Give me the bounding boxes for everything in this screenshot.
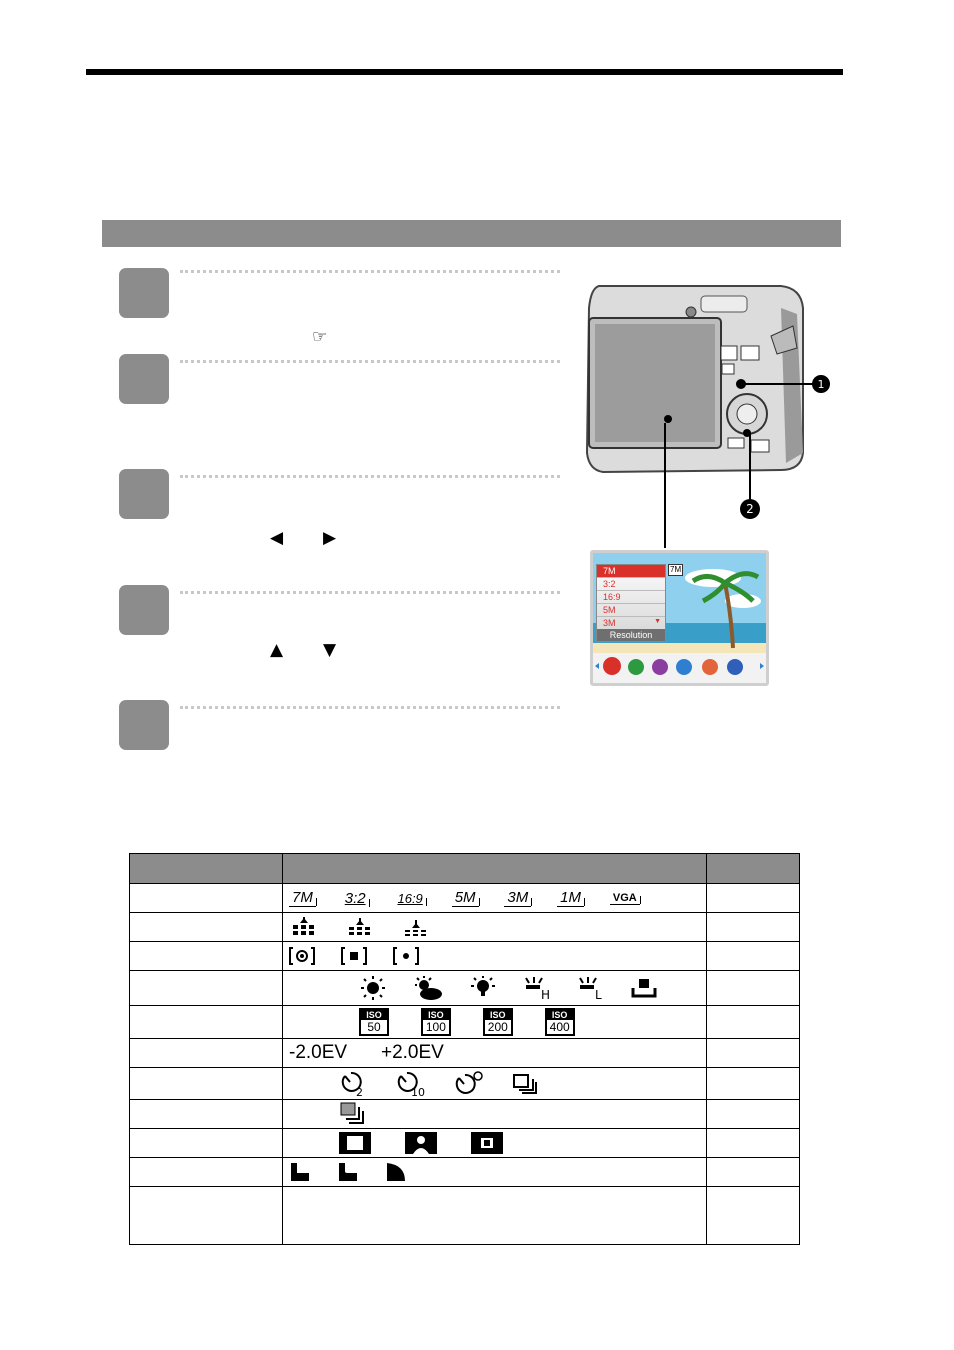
metering-spot-icon: [393, 946, 419, 966]
arrow-right-icon: ▶: [323, 528, 337, 548]
row-default: [707, 1129, 800, 1158]
step-3-divider: [180, 475, 560, 478]
row-label: [130, 913, 283, 942]
step-5-badge: [119, 700, 169, 750]
section-heading-bar: [102, 220, 841, 247]
icon-7m: 7M: [289, 889, 316, 907]
sharpness-options: [283, 1158, 707, 1187]
svg-text:L: L: [594, 988, 602, 1001]
step-2-badge: [119, 354, 169, 404]
af-face-icon: [405, 1132, 437, 1154]
table-row: [130, 1039, 800, 1068]
wb-daylight-icon: [359, 975, 387, 1001]
table-row: [130, 1100, 800, 1129]
table-row: [130, 1068, 800, 1100]
step-5-divider: [180, 706, 560, 709]
arrow-left-icon: ◀: [270, 528, 284, 548]
row-label: [130, 1187, 283, 1245]
metering-center-icon: [341, 946, 367, 966]
wb-custom-icon: [630, 975, 658, 1001]
row-label: [130, 1100, 283, 1129]
row-default: [707, 884, 800, 913]
row-default: [707, 913, 800, 942]
quality-options: [283, 913, 707, 942]
step-1-divider: [180, 270, 560, 273]
row-default: [707, 1068, 800, 1100]
menu-item[interactable]: 16:9: [597, 590, 665, 603]
arrow-down-icon: ▼: [323, 640, 337, 660]
row-label: [130, 1039, 283, 1068]
icon-3m: 3M: [504, 889, 531, 907]
table-row: [130, 1158, 800, 1187]
aeb-options: [283, 1100, 707, 1129]
menu-item[interactable]: 5M: [597, 603, 665, 616]
iso-200-icon: ISO 200: [483, 1008, 513, 1036]
row-label: [130, 1006, 283, 1039]
aeb-icon: [339, 1101, 367, 1127]
af-wide-icon: [339, 1132, 371, 1154]
table-row: [130, 1006, 800, 1039]
row-default: [707, 1158, 800, 1187]
callout-2-marker: 2: [740, 499, 760, 519]
iso-value: 50: [367, 1020, 381, 1034]
drive-mode-options: [283, 1068, 707, 1100]
exposure-range: [283, 1039, 707, 1068]
self-timer-10s-icon: [395, 1070, 427, 1098]
screen-leader-line: [664, 423, 666, 548]
table-row: [130, 971, 800, 1006]
wb-tungsten-icon: [469, 975, 497, 1001]
step-4-badge: [119, 585, 169, 635]
row-label: [130, 942, 283, 971]
row-default: [707, 1187, 800, 1245]
ev-max: +2.0EV: [380, 1042, 444, 1063]
step-1-badge: [119, 268, 169, 318]
row-options: [283, 1187, 707, 1245]
resolution-menu: [596, 564, 666, 642]
self-timer-2s-icon: [339, 1070, 369, 1098]
row-default: [707, 1039, 800, 1068]
metering-options: [283, 942, 707, 971]
sharpness-hard-icon: [289, 1161, 311, 1183]
quality-economy-icon: [401, 917, 431, 937]
header-rule: [86, 69, 843, 75]
row-label: [130, 971, 283, 1006]
icon-16-9: 16:9: [394, 891, 425, 906]
row-default: [707, 1006, 800, 1039]
resolution-options: [283, 884, 707, 913]
sharpness-soft-icon: [385, 1161, 407, 1183]
iso-100-icon: ISO 100: [421, 1008, 451, 1036]
icon-3-2: 3:2: [342, 890, 369, 907]
af-area-options: [283, 1129, 707, 1158]
wb-fluorescent-h-icon: [523, 975, 551, 1001]
step-3-badge: [119, 469, 169, 519]
iso-options: [283, 1006, 707, 1039]
quality-standard-icon: [345, 917, 375, 937]
sharpness-normal-icon: [337, 1161, 359, 1183]
row-label: [130, 884, 283, 913]
settings-table: [129, 853, 800, 1245]
wb-cloudy-icon: [413, 975, 443, 1001]
iso-value: 200: [487, 1020, 508, 1034]
self-timer-double-icon: [453, 1070, 485, 1098]
svg-text:H: H: [540, 988, 550, 1001]
iso-50-icon: ISO 50: [359, 1008, 389, 1036]
quality-fine-icon: [289, 917, 319, 937]
table-row: [130, 884, 800, 913]
metering-average-icon: [289, 946, 315, 966]
table-header-row: [130, 854, 800, 884]
af-center-icon: [471, 1132, 503, 1154]
icon-5m: 5M: [452, 889, 479, 907]
table-row: [130, 1129, 800, 1158]
menu-footer-label: Resolution: [597, 629, 665, 641]
step-4-divider: [180, 591, 560, 594]
table-row: [130, 913, 800, 942]
row-label: [130, 1068, 283, 1100]
row-label: [130, 1129, 283, 1158]
camera-back-illustration: [581, 278, 836, 511]
reference-pointer-icon: ☞: [312, 327, 328, 347]
icon-1m: 1M: [557, 889, 584, 907]
table-row: [130, 1187, 800, 1245]
wb-fluorescent-l-icon: [577, 975, 605, 1001]
resolution-badge: 7M: [670, 565, 682, 574]
iso-value: 400: [549, 1020, 570, 1034]
callout-1-label: 1: [817, 378, 825, 391]
menu-item-selected[interactable]: 7M: [597, 565, 665, 577]
header-cell: [130, 854, 283, 884]
row-default: [707, 971, 800, 1006]
menu-item[interactable]: 3:2: [597, 577, 665, 590]
svg-text:10: 10: [410, 1085, 425, 1098]
menu-item-label: 3M: [603, 618, 616, 628]
iso-400-icon: ISO 400: [545, 1008, 575, 1036]
row-label: [130, 1158, 283, 1187]
continuous-shot-icon: [511, 1072, 539, 1096]
white-balance-options: [283, 971, 707, 1006]
header-cell: [283, 854, 707, 884]
lcd-screen-preview: [590, 550, 769, 686]
icon-vga: VGA: [610, 892, 640, 905]
iso-value: 100: [425, 1020, 446, 1034]
scroll-down-icon: ▼: [654, 618, 661, 625]
arrow-up-icon: ▲: [270, 640, 284, 660]
menu-item[interactable]: [597, 616, 665, 629]
row-default: [707, 1100, 800, 1129]
svg-text:2: 2: [356, 1085, 363, 1098]
ev-min: -2.0EV: [289, 1042, 348, 1063]
header-cell: [707, 854, 800, 884]
step-2-divider: [180, 360, 560, 363]
row-default: [707, 942, 800, 971]
table-row: [130, 942, 800, 971]
